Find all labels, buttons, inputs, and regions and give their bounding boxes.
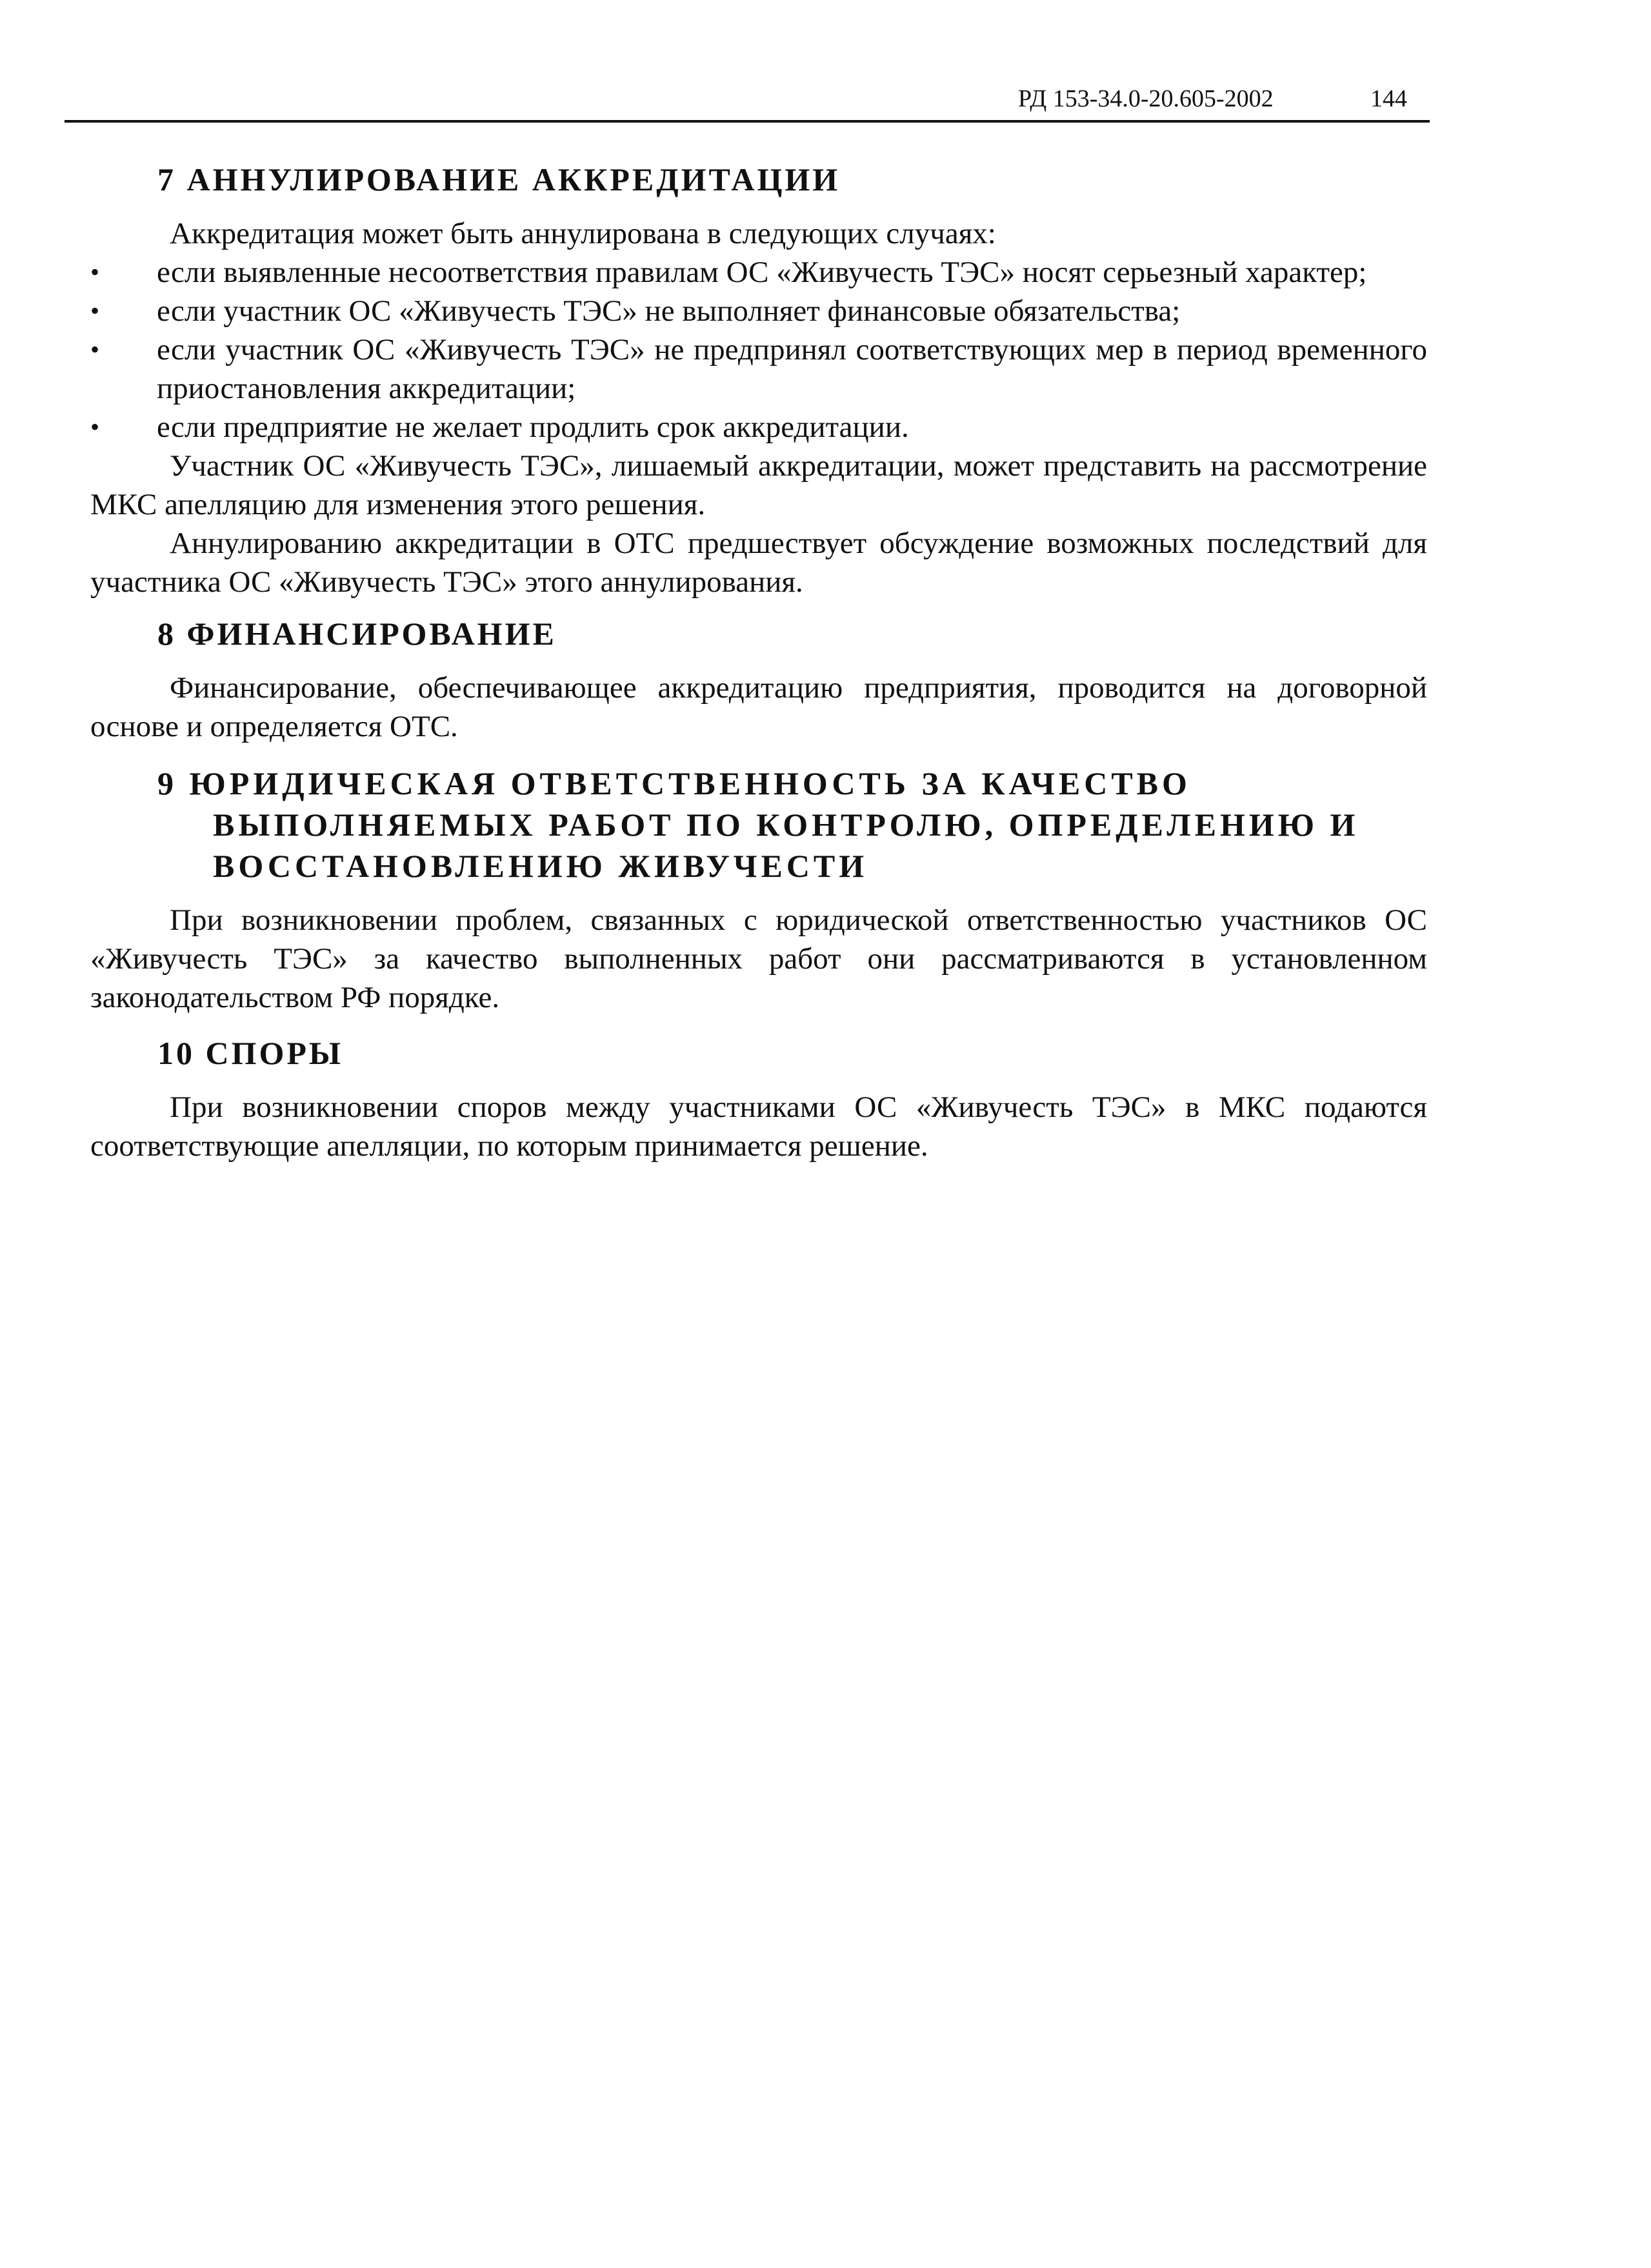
- list-item-text: если участник ОС «Живучесть ТЭС» не предпринял соответствующих мер в период временного приостановления аккредитации;: [157, 333, 1427, 405]
- section-10: [90, 1032, 1427, 1165]
- section-7: [90, 159, 1427, 601]
- list-item: [90, 253, 1427, 292]
- section-7-intro: Аккредитация может быть аннулирована в следующих случаях:: [170, 217, 996, 250]
- list-item: [90, 330, 1427, 408]
- list-item-text: если участник ОС «Живучесть ТЭС» не выполняет финансовые обязательства;: [157, 294, 1181, 328]
- section-9-heading: 9 ЮРИДИЧЕСКАЯ ОТВЕТСТВЕННОСТЬ ЗА КАЧЕСТВО ВЫПОЛНЯЕМЫХ РАБОТ ПО КОНТРОЛЮ, ОПРЕДЕЛЕНИЮ И ВОССТАНОВЛЕНИЮ ЖИВУЧЕСТИ: [157, 765, 1359, 884]
- section-7-paragraph: Аннулированию аккредитации в ОТС предшествует обсуждение возможных последствий для участника ОС «Живучесть ТЭС» этого аннулирования.: [90, 527, 1427, 599]
- section-7-paragraph: Участник ОС «Живучесть ТЭС», лишаемый аккредитации, может представить на рассмотрение МКС апелляцию для изменения этого решения.: [90, 449, 1427, 521]
- section-8-heading: 8 ФИНАНСИРОВАНИЕ: [157, 616, 557, 652]
- annulment-conditions-list: [90, 253, 1427, 447]
- section-8-paragraph: Финансирование, обеспечивающее аккредитацию предприятия, проводится на договорной основе и определяется ОТС.: [90, 671, 1427, 743]
- section-8: [90, 613, 1427, 746]
- list-item: [90, 408, 1427, 447]
- header-divider: [65, 120, 1430, 123]
- bullet-icon: •: [90, 296, 100, 325]
- section-10-paragraph: При возникновении споров между участниками ОС «Живучесть ТЭС» в МКС подаются соответствующие апелляции, по которым принимается решение.: [90, 1090, 1427, 1163]
- section-9: [90, 763, 1427, 1017]
- section-9-paragraph: При возникновении проблем, связанных с юридической ответственностью участников ОС «Живучесть ТЭС» за качество выполненных работ они рассматриваются в установленном законодательством РФ порядке.: [90, 903, 1427, 1014]
- list-item-text: если предприятие не желает продлить срок аккредитации.: [157, 410, 909, 444]
- page-number: 144: [1370, 85, 1407, 112]
- section-7-heading: 7 АННУЛИРОВАНИЕ АККРЕДИТАЦИИ: [157, 161, 841, 197]
- list-item: [90, 292, 1427, 330]
- bullet-icon: •: [90, 335, 100, 364]
- bullet-icon: •: [90, 412, 100, 441]
- bullet-icon: •: [90, 257, 100, 286]
- document-code: РД 153-34.0-20.605-2002: [1018, 85, 1274, 112]
- page-body: [90, 159, 1427, 1165]
- list-item-text: если выявленные несоответствия правилам ОС «Живучесть ТЭС» носят серьезный характер;: [157, 256, 1367, 289]
- section-10-heading: 10 СПОРЫ: [157, 1035, 344, 1071]
